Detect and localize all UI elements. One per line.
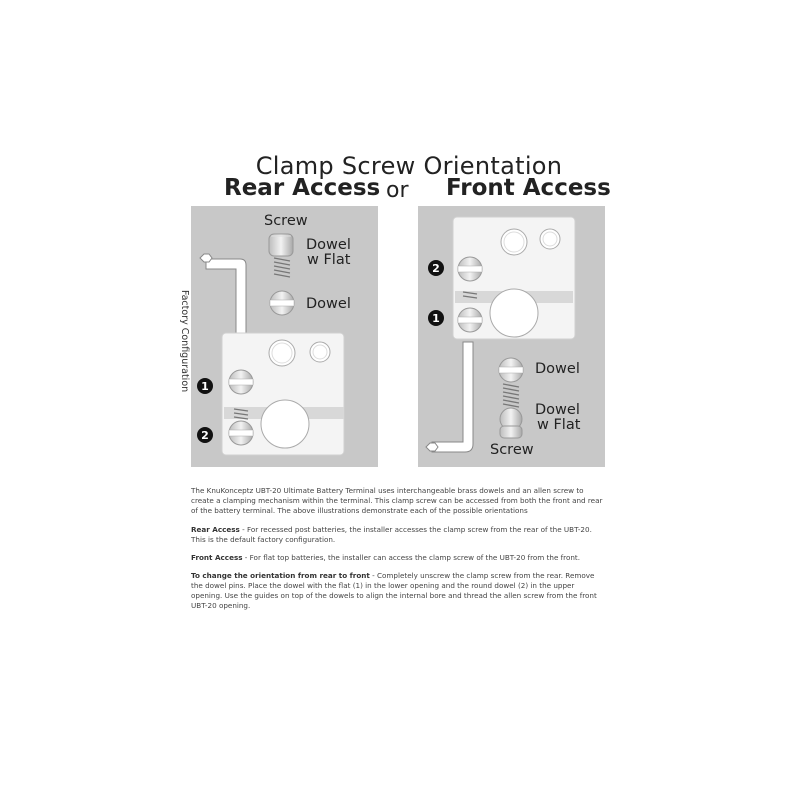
rear-access-label: Rear Access <box>191 525 240 534</box>
marker-1-rear <box>197 378 213 394</box>
front-access-heading: Front Access <box>446 175 611 201</box>
factory-configuration-label: Factory Configuration <box>179 290 190 393</box>
label-dowel-rear: Dowel <box>306 296 351 312</box>
or-heading: or <box>386 178 409 203</box>
screw-front <box>500 408 522 438</box>
dowel-rear <box>270 291 294 315</box>
label-dowel-flat-rear-1: Dowel <box>306 237 351 253</box>
marker-2-front <box>428 260 444 276</box>
label-dowel-flat-rear-2: w Flat <box>307 252 351 268</box>
label-dowel-front: Dowel <box>535 361 580 377</box>
allen-key-front <box>426 342 473 452</box>
marker-1-front-label: 1 <box>432 312 440 325</box>
label-screw-front: Screw <box>490 442 534 458</box>
label-screw-rear: Screw <box>264 213 308 229</box>
marker-2-rear <box>197 427 213 443</box>
rear-access-heading: Rear Access <box>224 175 381 201</box>
marker-2-rear-label: 2 <box>201 429 209 442</box>
rear-access-text: - For recessed post batteries, the installer accesses the clamp screw from the rear of the UBT-20. This is the default factory configuration. <box>191 525 592 544</box>
dowel-front <box>499 358 523 407</box>
description-front <box>191 553 605 563</box>
change-orientation-label: To change the orientation from rear to front <box>191 571 370 580</box>
screw-rear <box>269 234 293 277</box>
front-access-label: Front Access <box>191 553 243 562</box>
marker-2-front-label: 2 <box>432 262 440 275</box>
terminal-block-front <box>453 217 575 339</box>
terminal-block-rear <box>222 333 344 455</box>
label-dowel-flat-front-2: w Flat <box>537 417 581 433</box>
front-access-text: - For flat top batteries, the installer can access the clamp screw of the UBT-20 from the front. <box>242 553 581 562</box>
label-dowel-flat-front-1: Dowel <box>535 402 580 418</box>
description-intro: The KnuKonceptz UBT-20 Ultimate Battery Terminal uses interchangeable brass dowels and an allen screw to create a clamping mechanism within the terminal. This clamp screw can be accessed from both the front and rear of the battery terminal. The above illustrations demonstrate each of the possible orientations <box>191 486 603 515</box>
description-change <box>191 571 605 611</box>
marker-1-rear-label: 1 <box>201 380 209 393</box>
description-rear <box>191 525 605 545</box>
change-orientation-text: - Completely unscrew the clamp screw from the rear. Remove the dowel pins. Place the dowel with the flat (1) in the lower opening and the round dowel (2) in the upper opening. Use the guides on top of the dowels to align the internal bore and thread the allen screw from the front UBT-20 opening. <box>191 571 597 610</box>
page-title: Clamp Screw Orientation <box>255 152 563 180</box>
marker-1-front <box>428 310 444 326</box>
